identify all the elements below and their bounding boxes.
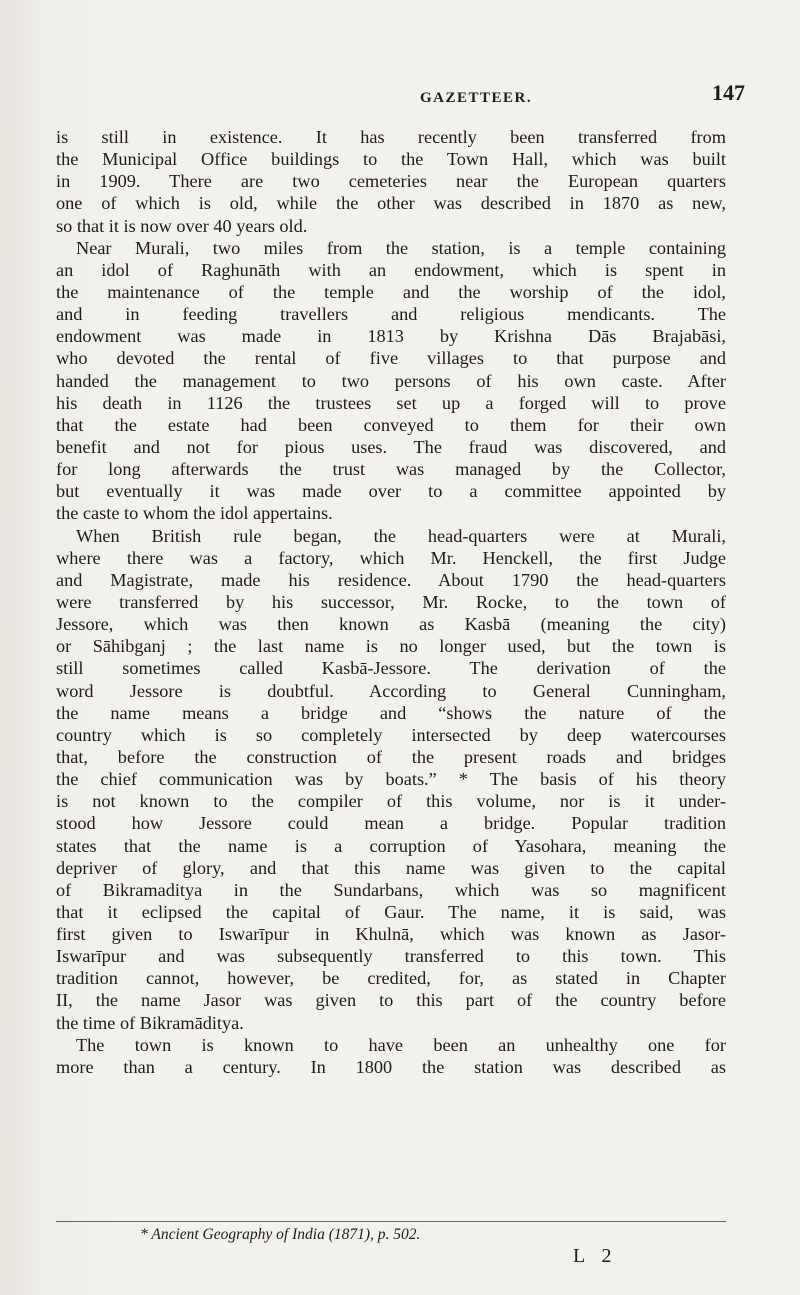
text-line: the caste to whom the idol appertains. (56, 503, 333, 524)
text-line: his death in 1126 the trustees set up a forged will to prove (56, 392, 726, 413)
text-line: benefit and not for pious uses. The fraud was discovered, and (56, 436, 726, 457)
text-line: tradition cannot, however, be credited, for, as stated in Chapter (56, 968, 726, 989)
text-line: the Municipal Office buildings to the Town Hall, which was built (56, 149, 726, 170)
text-line: first given to Iswarīpur in Khulnā, which was known as Jasor- (56, 924, 726, 945)
text-line: Near Murali, two miles from the station, is a temple containing (76, 237, 726, 258)
text-line: the maintenance of the temple and the worship of the idol, (56, 281, 726, 302)
text-line: the name means a bridge and “shows the nature of the (56, 702, 726, 723)
text-line: depriver of glory, and that this name was given to the capital (56, 857, 726, 878)
text-line: an idol of Raghunāth with an endowment, which is spent in (56, 259, 726, 280)
text-line: stood how Jessore could mean a bridge. Popular tradition (56, 813, 726, 834)
text-line: The town is known to have been an unhealthy one for (76, 1034, 726, 1055)
text-line: of Bikramaditya in the Sundarbans, which was so magnificent (56, 879, 726, 900)
text-line: so that it is now over 40 years old. (56, 215, 308, 236)
page-header (0, 80, 800, 110)
text-line: the time of Bikramāditya. (56, 1012, 244, 1033)
text-line: Iswarīpur and was subsequently transferred to this town. This (56, 946, 726, 967)
text-line: for long afterwards the trust was managed by the Collector, (56, 459, 726, 480)
text-line: that the estate had been conveyed to them for their own (56, 414, 726, 435)
text-line: who devoted the rental of five villages to that purpose and (56, 348, 726, 369)
text-line: II, the name Jasor was given to this part of the country before (56, 990, 726, 1011)
text-line: more than a century. In 1800 the station was described as (56, 1056, 726, 1077)
text-line: word Jessore is doubtful. According to General Cunningham, (56, 680, 726, 701)
text-line: endowment was made in 1813 by Krishna Dās Brajabāsi, (56, 326, 726, 347)
text-line: were transferred by his successor, Mr. Rocke, to the town of (56, 591, 726, 612)
text-line: where there was a factory, which Mr. Henckell, the first Judge (56, 547, 726, 568)
text-line: that it eclipsed the capital of Gaur. The name, it is said, was (56, 901, 726, 922)
footnote: * Ancient Geography of India (1871), p. 502. (140, 1226, 421, 1243)
text-line: in 1909. There are two cemeteries near the European quarters (56, 171, 726, 192)
signature-mark: L 2 (573, 1245, 618, 1267)
footnote-rule (56, 1221, 726, 1222)
text-line: When British rule began, the head-quarters were at Murali, (76, 525, 726, 546)
text-line: or Sāhibganj ; the last name is no longer used, but the town is (56, 636, 726, 657)
text-line: one of which is old, while the other was described in 1870 as new, (56, 193, 726, 214)
text-line: Jessore, which was then known as Kasbā (meaning the city) (56, 614, 726, 635)
text-line: the chief communication was by boats.” * The basis of his theory (56, 769, 726, 790)
text-line: is not known to the compiler of this volume, nor is it under- (56, 791, 726, 812)
text-line: handed the management to two persons of his own caste. After (56, 370, 726, 391)
text-line: country which is so completely intersected by deep watercourses (56, 724, 726, 745)
text-line: but eventually it was made over to a committee appointed by (56, 481, 726, 502)
body-text (56, 126, 726, 1078)
text-line: and Magistrate, made his residence. About 1790 the head-quarters (56, 569, 726, 590)
running-head: GAZETTEER. (420, 90, 533, 106)
text-line: states that the name is a corruption of Yasohara, meaning the (56, 835, 726, 856)
text-line: and in feeding travellers and religious mendicants. The (56, 304, 726, 325)
text-line: still sometimes called Kasbā-Jessore. The derivation of the (56, 658, 726, 679)
text-line: that, before the construction of the present roads and bridges (56, 746, 726, 767)
text-line: is still in existence. It has recently been transferred from (56, 127, 726, 147)
page-number: 147 (712, 80, 745, 105)
